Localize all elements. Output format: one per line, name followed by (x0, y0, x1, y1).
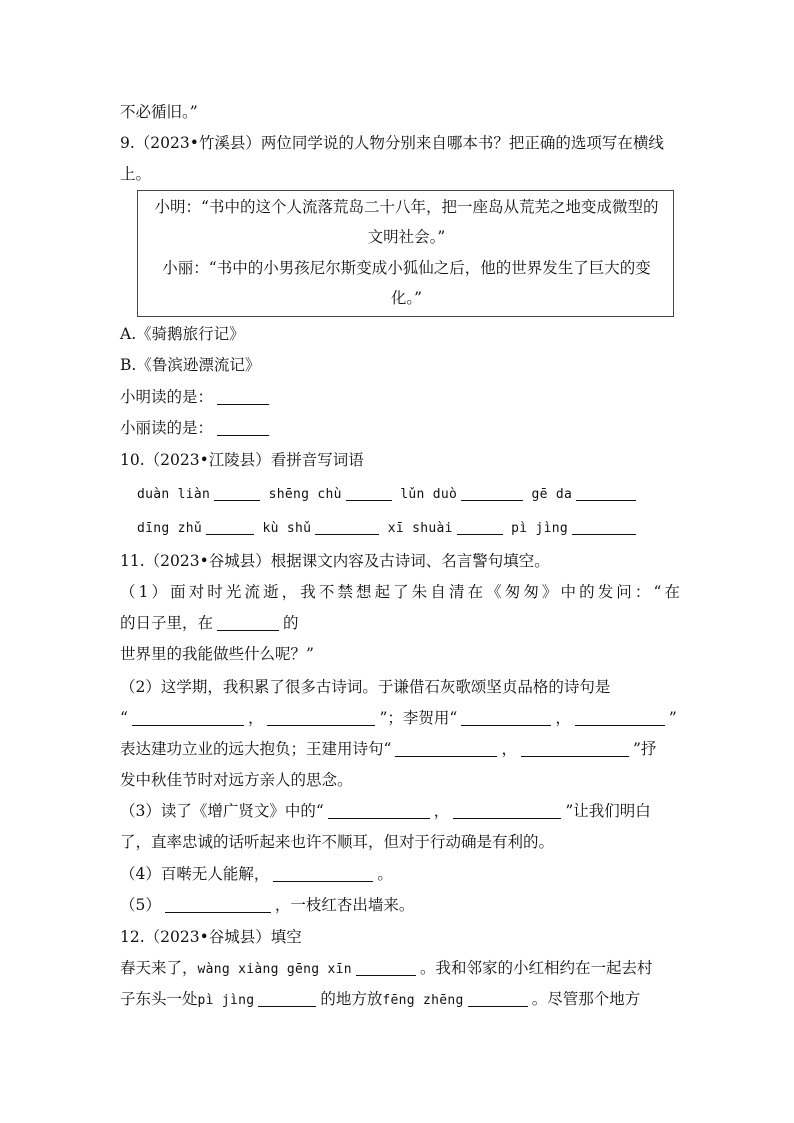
option-a: A.《骑鹅旅行记》 (120, 325, 245, 343)
text-fragment: ”让我们明白 (565, 802, 651, 820)
answer-blank[interactable] (576, 484, 636, 501)
pinyin-word: pì jìng (511, 521, 569, 536)
answer-blank[interactable] (575, 709, 665, 726)
q11-part1: （1）面对时光流逝，我不禁想起了朱自清在《匆匆》中的发问：“在 (120, 583, 680, 601)
answer-blank[interactable] (132, 709, 244, 726)
answer-blank[interactable] (217, 614, 279, 631)
pinyin-word: gē da (531, 487, 573, 502)
q11-part3-cont: 了，直率忠诚的话听起来也许不顺耳，但对于行动确是有利的。 (120, 833, 555, 851)
q12-line1 (120, 956, 680, 980)
text-fragment: ”；李贺用“ (379, 709, 458, 727)
question-9-title: 9.（2023•竹溪县）两位同学说的人物分别来自哪本书？把正确的选项写在横线 (120, 134, 664, 152)
pinyin-word: xī shuài (387, 521, 453, 536)
answer-blank[interactable] (453, 802, 561, 819)
pinyin-row-2 (137, 516, 640, 540)
question-12-title: 12.（2023•谷城县）填空 (120, 928, 302, 946)
answer-label: 小明读的是： (120, 388, 214, 406)
q11-part2: （2）这学期，我积累了很多古诗词。于谦借石灰歌颂坚贞品格的诗句是 (120, 678, 611, 696)
answer-blank[interactable] (461, 709, 551, 726)
xiaoli-quote: 小丽：“书中的小男孩尼尔斯变成小狐仙之后，他的世界发生了巨大的变 (162, 259, 651, 277)
q11-part3 (120, 799, 680, 823)
text-fragment: ” (668, 709, 677, 727)
q11-part4 (120, 862, 680, 886)
answer-blank[interactable] (273, 865, 373, 882)
answer-blank[interactable] (356, 959, 416, 976)
text-line: 上。 (120, 165, 152, 183)
q12-line2 (120, 987, 680, 1011)
text-fragment: ，一枝红杏出墙来。 (274, 896, 415, 914)
answer-label: 小丽读的是： (120, 419, 214, 437)
answer-blank[interactable] (395, 740, 497, 757)
xiaoming-quote: 小明：“书中的这个人流落荒岛二十八年，把一座岛从荒芜之地变成微型的 (154, 198, 659, 216)
quote-box (137, 190, 674, 317)
text-fragment: 。 (377, 865, 393, 883)
answer-blank[interactable] (461, 484, 523, 501)
q11-part5 (120, 893, 680, 917)
q11-part1-end: 世界里的我能做些什么呢？” (120, 645, 314, 663)
q11-part2-cont (120, 737, 680, 761)
text-fragment: 子东头一处 (120, 990, 198, 1008)
text-fragment: （4）百啭无人能解， (120, 865, 270, 883)
text-fragment: “ (120, 709, 128, 727)
xiaoming-quote-cont: 文明社会。” (367, 228, 446, 246)
q11-part1-cont (120, 611, 680, 635)
pinyin-word: duàn liàn (137, 487, 211, 502)
pinyin-word: pì jìng (197, 993, 255, 1008)
text-fragment: ”抒 (632, 740, 657, 758)
pinyin-word: wàng xiàng gēng xīn (197, 962, 352, 977)
pinyin-word: lǔn duò (400, 487, 458, 502)
answer-blank[interactable] (521, 740, 629, 757)
text-fragment: ， (501, 740, 517, 758)
answer-blank[interactable] (572, 518, 636, 535)
answer-blank[interactable] (214, 484, 260, 501)
pinyin-word: shēng chù (268, 487, 342, 502)
answer-line-xiaoli (120, 416, 680, 440)
answer-blank[interactable] (217, 388, 269, 405)
answer-blank[interactable] (165, 896, 271, 913)
text-fragment: ， (555, 709, 571, 727)
text-fragment: 表达建功立业的远大抱负；王建用诗句“ (120, 740, 392, 758)
answer-blank[interactable] (328, 802, 430, 819)
question-10-title: 10.（2023•江陵县）看拼音写词语 (120, 451, 364, 469)
answer-line-xiaoming (120, 385, 680, 409)
pinyin-word: dīng zhǔ (137, 521, 203, 536)
pinyin-word: fēng zhēng (382, 993, 464, 1008)
question-11-title: 11.（2023•谷城县）根据课文内容及古诗词、名言警句填空。 (120, 552, 550, 570)
xiaoli-quote-cont: 化。” (390, 289, 423, 307)
answer-blank[interactable] (267, 709, 375, 726)
pinyin-word: kù shǔ (262, 521, 312, 536)
answer-blank[interactable] (315, 518, 379, 535)
text-fragment: 的 (283, 614, 299, 632)
text-fragment: 的日子里，在 (120, 614, 214, 632)
pinyin-row-1 (137, 482, 640, 506)
text-fragment: ， (247, 709, 264, 727)
q11-part2-end: 发中秋佳节时对远方亲人的思念。 (120, 771, 353, 789)
option-b: B.《鲁滨逊漂流记》 (120, 356, 261, 374)
answer-blank[interactable] (457, 518, 503, 535)
text-fragment: （5） (120, 896, 161, 914)
q11-part2-blanks (120, 706, 680, 730)
text-fragment: 春天来了， (120, 959, 198, 977)
answer-blank[interactable] (206, 518, 254, 535)
text-fragment: ， (433, 802, 450, 820)
text-fragment: （3）读了《增广贤文》中的“ (120, 802, 324, 820)
answer-blank[interactable] (258, 990, 316, 1007)
text-line: 不必循旧。” (120, 103, 198, 121)
text-fragment: 的地方放 (320, 990, 383, 1008)
answer-blank[interactable] (217, 419, 269, 436)
text-fragment: 。我和邻家的小红相约在一起去村 (419, 959, 653, 977)
answer-blank[interactable] (346, 484, 392, 501)
answer-blank[interactable] (468, 990, 528, 1007)
text-fragment: 。尽管那个地方 (531, 990, 641, 1008)
